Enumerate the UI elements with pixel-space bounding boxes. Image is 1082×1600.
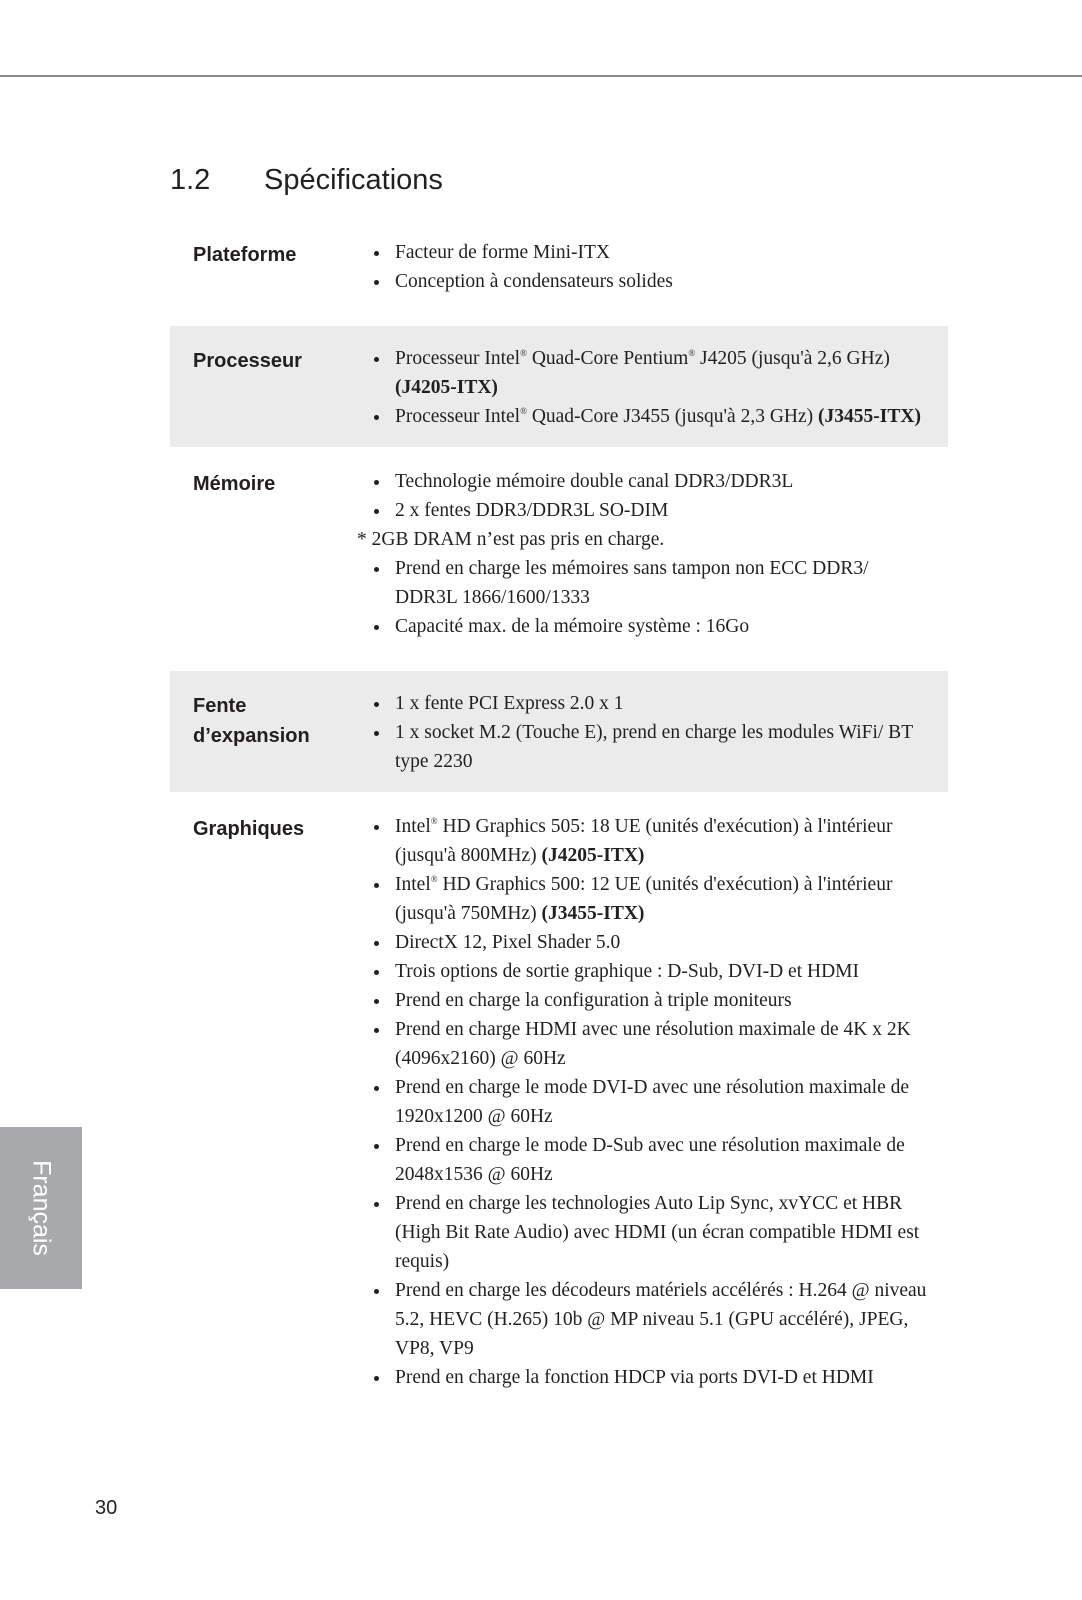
list-item: Conception à condensateurs solides (364, 267, 928, 296)
list-item: 2 x fentes DDR3/DDR3L SO-DIM (364, 496, 928, 525)
list-item: Prend en charge le mode DVI-D avec une résolution maximale de 1920x1200 @ 60Hz (364, 1073, 928, 1131)
list-item: Prend en charge HDMI avec une résolution maximale de 4K x 2K (4096x2160) @ 60Hz (364, 1015, 928, 1073)
item-text: Intel® HD Graphics 500: 12 UE (unités d'exécution) à l'intérieur (jusqu'à 750MHz) (395, 874, 893, 924)
spec-label: Mémoire (193, 473, 276, 495)
spec-items (364, 238, 948, 296)
spec-label: Graphiques (193, 818, 305, 840)
footnote: * 2GB DRAM n’est pas pris en charge. (357, 529, 665, 550)
model-tag: (J3455-ITX) (541, 903, 645, 924)
spec-label (170, 689, 364, 776)
list-item: DirectX 12, Pixel Shader 5.0 (364, 928, 928, 957)
spec-items (357, 467, 948, 641)
list-item (364, 870, 928, 928)
model-tag: (J4205-ITX) (395, 377, 498, 398)
item-text: Intel® HD Graphics 505: 18 UE (unités d'exécution) à l'intérieur (jusqu'à 800MHz) (395, 816, 893, 866)
list-item: Prend en charge la fonction HDCP via ports DVI-D et HDMI (364, 1363, 928, 1392)
spec-row-graphics (170, 806, 948, 1408)
page-number: 30 (95, 1497, 118, 1519)
spec-label: Plateforme (193, 244, 297, 266)
list-item: Technologie mémoire double canal DDR3/DDR3L (364, 467, 928, 496)
list-item: 1 x socket M.2 (Touche E), prend en charge les modules WiFi/ BT type 2230 (364, 718, 928, 776)
list-item: Prend en charge le mode D-Sub avec une résolution maximale de 2048x1536 @ 60Hz (364, 1131, 928, 1189)
list-item: Prend en charge les mémoires sans tampon non ECC DDR3/ DDR3L 1866/1600/1333 (364, 554, 928, 612)
list-item (364, 402, 928, 431)
item-text: Processeur Intel® Quad-Core Pentium® J4205 (jusqu'à 2,6 GHz) (395, 348, 890, 369)
header-rule (0, 75, 1082, 77)
list-item: Prend en charge les décodeurs matériels accélérés : H.264 @ niveau 5.2, HEVC (H.265) 10b @ MP niveau 5.1 (GPU accéléré), JPEG, VP8, VP9 (364, 1276, 928, 1363)
language-tab (0, 1127, 82, 1289)
list-item: Prend en charge les technologies Auto Lip Sync, xvYCC et HBR (High Bit Rate Audio) avec HDMI (un écran compatible HDMI est requis) (364, 1189, 928, 1276)
model-tag: (J4205-ITX) (541, 845, 645, 866)
model-tag: (J3455-ITX) (818, 406, 921, 427)
spec-label: Processeur (193, 350, 302, 372)
spec-table (170, 232, 948, 1408)
spec-row-platform (170, 232, 948, 312)
list-item: Capacité max. de la mémoire système : 16Go (364, 612, 928, 641)
spec-items (364, 344, 948, 431)
list-item (364, 812, 928, 870)
spec-items (364, 689, 948, 776)
section-heading (170, 164, 443, 197)
item-text: Processeur Intel® Quad-Core J3455 (jusqu'à 2,3 GHz) (395, 406, 814, 427)
spec-row-memory (170, 461, 948, 657)
list-item: Trois options de sortie graphique : D-Sub, DVI-D et HDMI (364, 957, 928, 986)
list-item: Prend en charge la configuration à triple moniteurs (364, 986, 928, 1015)
spec-items (364, 812, 948, 1392)
language-tab-label: Français (27, 1160, 56, 1256)
spec-row-processor (170, 326, 948, 447)
spec-row-expansion (170, 671, 948, 792)
list-item (364, 344, 928, 402)
spec-label-line: d’expansion (193, 725, 310, 747)
list-item: Facteur de forme Mini-ITX (364, 238, 928, 267)
list-item: 1 x fente PCI Express 2.0 x 1 (364, 689, 928, 718)
section-number: 1.2 (170, 164, 211, 196)
spec-label-line: Fente (193, 695, 247, 717)
section-title: Spécifications (264, 164, 443, 196)
